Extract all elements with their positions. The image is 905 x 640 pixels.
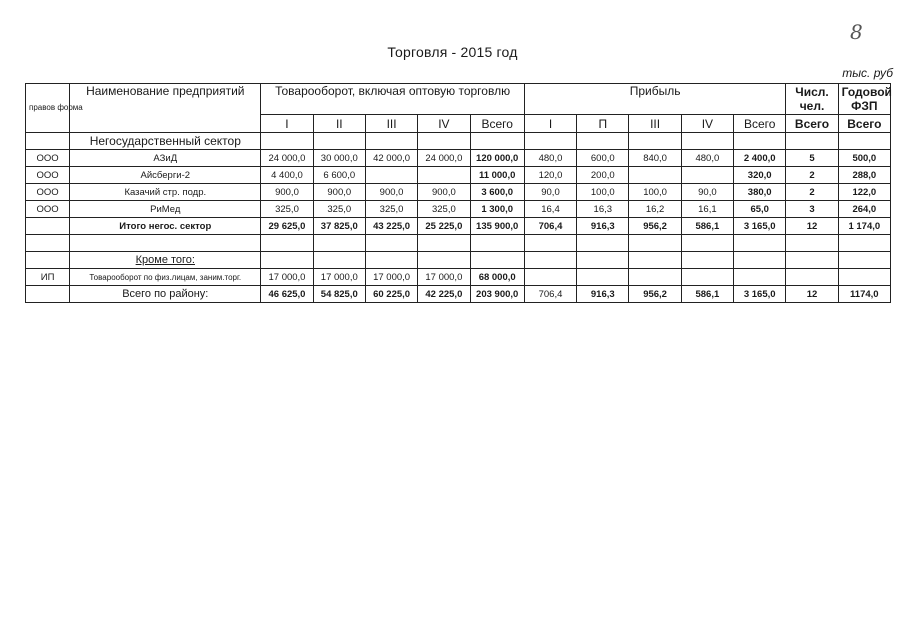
turnover-q4: 325,0	[418, 201, 470, 218]
row-name: Казачий стр. подр.	[70, 184, 261, 201]
profit-q4: 90,0	[681, 184, 733, 201]
subtotal-fzp: 1 174,0	[838, 218, 890, 235]
subtotal-profit-q4: 586,1	[681, 218, 733, 235]
profit-q3	[629, 167, 681, 184]
profit-q4	[681, 167, 733, 184]
subtotal-name: Итого негос. сектор	[70, 218, 261, 235]
fzp-total: 122,0	[838, 184, 890, 201]
turnover-q2: 900,0	[313, 184, 365, 201]
profit-q3: 16,2	[629, 201, 681, 218]
profit-total: 2 400,0	[734, 150, 786, 167]
profit-total: 320,0	[734, 167, 786, 184]
subtotal-turnover-q4: 25 225,0	[418, 218, 470, 235]
turnover-q2: 30 000,0	[313, 150, 365, 167]
turnover-q3: 325,0	[365, 201, 417, 218]
header-turnover-total: Всего	[470, 115, 524, 133]
profit-q2: 100,0	[577, 184, 629, 201]
total-turnover-q3: 60 225,0	[365, 286, 417, 303]
table-row	[26, 167, 891, 184]
fzp-total: 288,0	[838, 167, 890, 184]
row-forma: ООО	[26, 184, 70, 201]
table-row	[26, 184, 891, 201]
sector-row	[26, 133, 891, 150]
profit-q2: 600,0	[577, 150, 629, 167]
header-profit-q4: IV	[681, 115, 733, 133]
profit-q4: 16,1	[681, 201, 733, 218]
subtotal-profit-total: 3 165,0	[734, 218, 786, 235]
header-turnover-q4: IV	[418, 115, 470, 133]
subtotal-turnover-q2: 37 825,0	[313, 218, 365, 235]
ip-turnover-q2: 17 000,0	[313, 269, 365, 286]
turnover-q1: 24 000,0	[261, 150, 313, 167]
turnover-q3: 900,0	[365, 184, 417, 201]
fzp-total: 500,0	[838, 150, 890, 167]
header-profit: Прибыль	[524, 84, 786, 115]
header-fzp: Годовой ФЗП	[838, 84, 890, 115]
page-title: Торговля - 2015 год	[387, 44, 518, 60]
sector-forma-cell	[26, 133, 70, 150]
profit-q1: 90,0	[524, 184, 576, 201]
staff-total: 2	[786, 184, 838, 201]
trade-table	[25, 83, 891, 303]
staff-total: 2	[786, 167, 838, 184]
profit-q2: 16,3	[577, 201, 629, 218]
subtotal-profit-q2: 916,3	[577, 218, 629, 235]
units-label: тыс. руб	[842, 66, 893, 80]
subtotal-profit-q1: 706,4	[524, 218, 576, 235]
profit-q1: 480,0	[524, 150, 576, 167]
total-name: Всего по району:	[70, 286, 261, 303]
total-turnover-q2: 54 825,0	[313, 286, 365, 303]
empty-row	[26, 235, 891, 252]
turnover-q1: 325,0	[261, 201, 313, 218]
ip-turnover-q4: 17 000,0	[418, 269, 470, 286]
header-turnover: Товарооборот, включая оптовую торговлю	[261, 84, 525, 115]
header-staff: Числ. чел.	[786, 84, 838, 115]
profit-q4: 480,0	[681, 150, 733, 167]
total-profit-total: 3 165,0	[734, 286, 786, 303]
row-name: РиМед	[70, 201, 261, 218]
header-profit-q3: III	[629, 115, 681, 133]
subtotal-profit-q3: 956,2	[629, 218, 681, 235]
turnover-q3: 42 000,0	[365, 150, 417, 167]
subtotal-turnover-q3: 43 225,0	[365, 218, 417, 235]
header-fzp-total: Всего	[838, 115, 890, 133]
row-name: АЗиД	[70, 150, 261, 167]
turnover-total: 1 300,0	[470, 201, 524, 218]
row-forma: ООО	[26, 201, 70, 218]
turnover-q2: 325,0	[313, 201, 365, 218]
header-turnover-q2: II	[313, 115, 365, 133]
ip-turnover-q1: 17 000,0	[261, 269, 313, 286]
header-profit-total: Всего	[734, 115, 786, 133]
total-turnover-total: 203 900,0	[470, 286, 524, 303]
header-turnover-q3: III	[365, 115, 417, 133]
subtotal-staff: 12	[786, 218, 838, 235]
turnover-q1: 4 400,0	[261, 167, 313, 184]
table-row	[26, 201, 891, 218]
row-name: Айсберги-2	[70, 167, 261, 184]
fzp-total: 264,0	[838, 201, 890, 218]
total-staff: 12	[786, 286, 838, 303]
turnover-q4: 900,0	[418, 184, 470, 201]
staff-total: 5	[786, 150, 838, 167]
page-number: 8	[850, 20, 863, 44]
profit-q3: 840,0	[629, 150, 681, 167]
ip-name: Товарооборот по физ.лицам, заним.торг.	[70, 269, 261, 286]
profit-total: 65,0	[734, 201, 786, 218]
total-profit-q2: 916,3	[577, 286, 629, 303]
header-profit-q1: I	[524, 115, 576, 133]
profit-total: 380,0	[734, 184, 786, 201]
turnover-q1: 900,0	[261, 184, 313, 201]
row-forma: ООО	[26, 150, 70, 167]
total-turnover-q4: 42 225,0	[418, 286, 470, 303]
staff-total: 3	[786, 201, 838, 218]
subtotal-turnover-total: 135 900,0	[470, 218, 524, 235]
row-forma: ООО	[26, 167, 70, 184]
header-profit-q2: П	[577, 115, 629, 133]
turnover-total: 120 000,0	[470, 150, 524, 167]
table-row	[26, 150, 891, 167]
total-profit-q3: 956,2	[629, 286, 681, 303]
turnover-q4	[418, 167, 470, 184]
profit-q2: 200,0	[577, 167, 629, 184]
header-name: Наименование предприятий	[70, 84, 261, 133]
ip-turnover-total: 68 000,0	[470, 269, 524, 286]
header-turnover-q1: I	[261, 115, 313, 133]
total-profit-q4: 586,1	[681, 286, 733, 303]
subtotal-row	[26, 218, 891, 235]
total-profit-q1: 706,4	[524, 286, 576, 303]
profit-q3: 100,0	[629, 184, 681, 201]
total-turnover-q1: 46 625,0	[261, 286, 313, 303]
krome-label: Кроме того:	[70, 252, 261, 269]
total-fzp: 1174,0	[838, 286, 890, 303]
krome-row	[26, 252, 891, 269]
subtotal-forma-cell	[26, 218, 70, 235]
turnover-q4: 24 000,0	[418, 150, 470, 167]
header-forma: правов форма	[26, 84, 70, 133]
turnover-q2: 6 600,0	[313, 167, 365, 184]
profit-q1: 16,4	[524, 201, 576, 218]
ip-row	[26, 269, 891, 286]
ip-forma: ИП	[26, 269, 70, 286]
profit-q1: 120,0	[524, 167, 576, 184]
turnover-total: 3 600,0	[470, 184, 524, 201]
header-staff-total: Всего	[786, 115, 838, 133]
header-row-1	[26, 84, 891, 115]
ip-turnover-q3: 17 000,0	[365, 269, 417, 286]
subtotal-turnover-q1: 29 625,0	[261, 218, 313, 235]
total-row	[26, 286, 891, 303]
turnover-q3	[365, 167, 417, 184]
turnover-total: 11 000,0	[470, 167, 524, 184]
sector-label: Негосударственный сектор	[70, 133, 261, 150]
